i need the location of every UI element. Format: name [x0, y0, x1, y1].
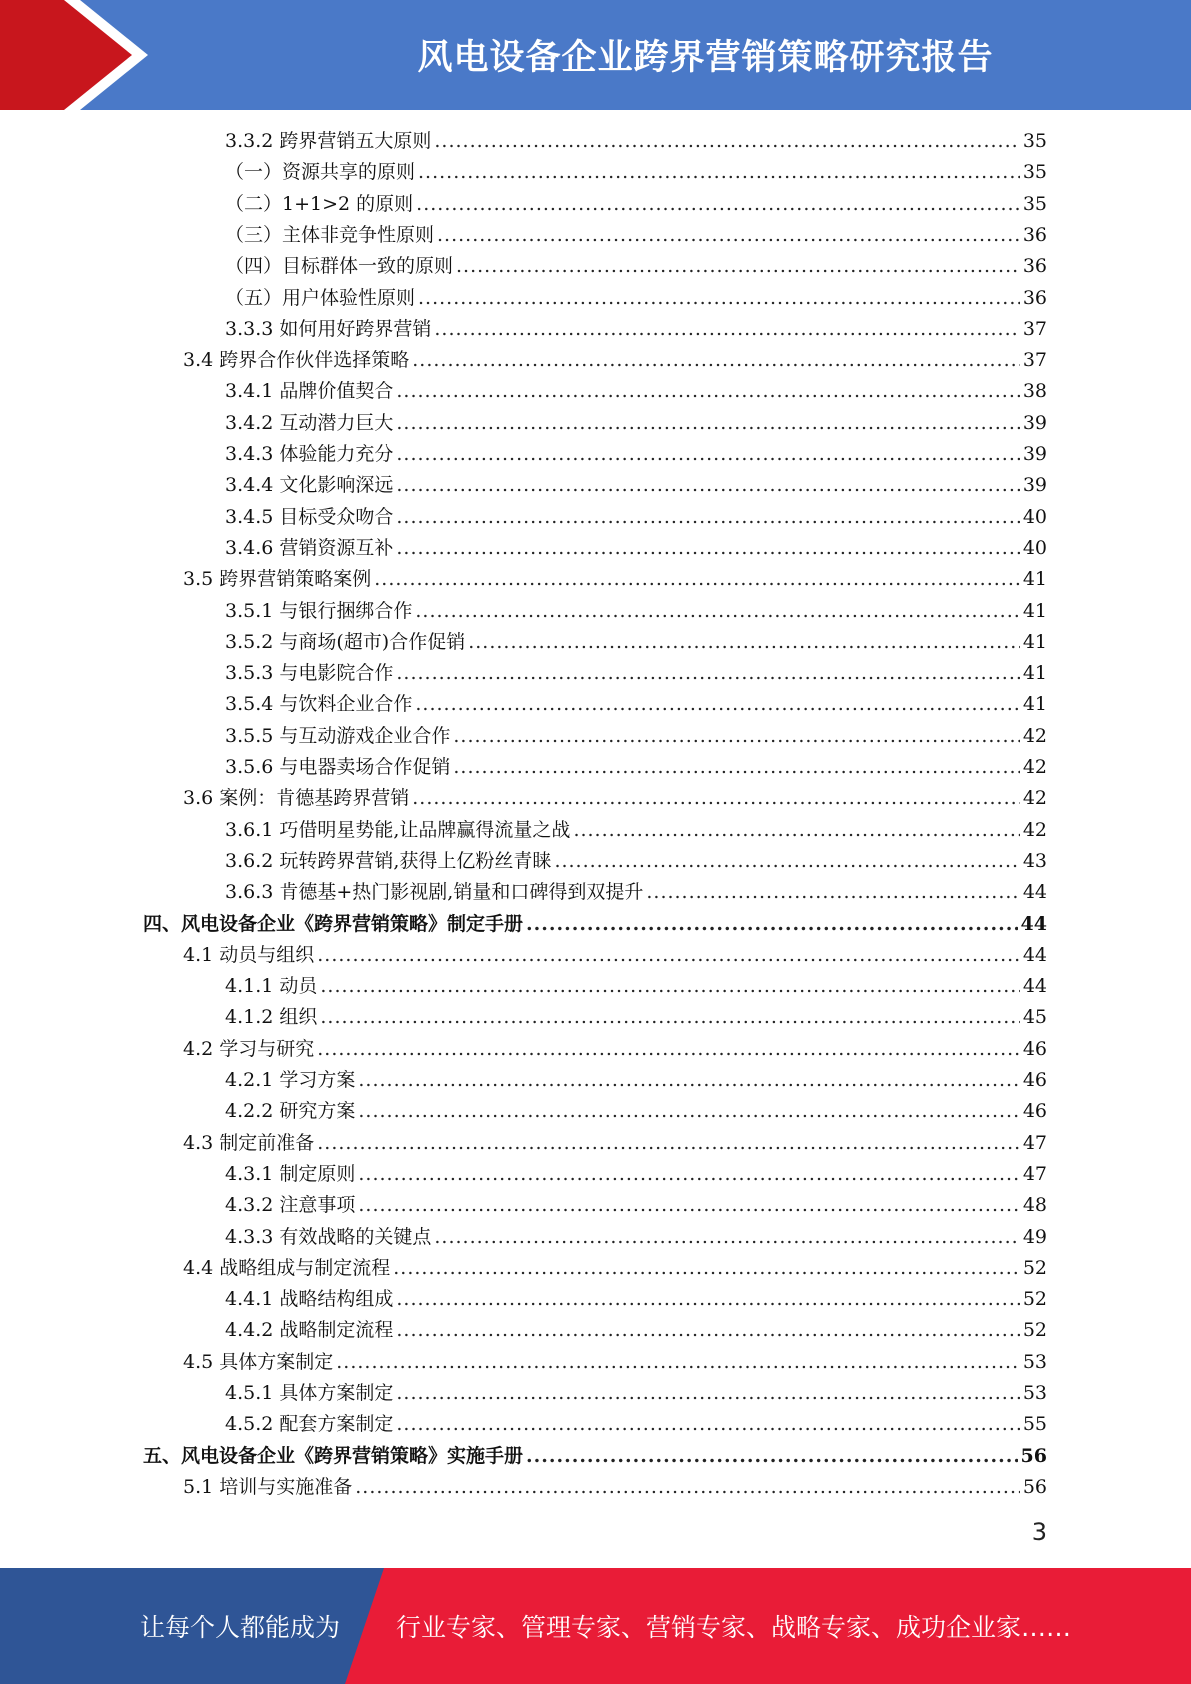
- toc-dot-leader: [393, 1253, 1020, 1284]
- toc-entry-title: 4.3.2 注意事项: [225, 1194, 356, 1217]
- toc-entry[interactable]: [183, 940, 1047, 971]
- toc-entry-page: 44: [1022, 943, 1047, 966]
- toc-dot-leader: [396, 376, 1019, 407]
- toc-dot-leader: [396, 658, 1019, 689]
- toc-dot-leader: [320, 1002, 1019, 1033]
- toc-entry-title: 四、风电设备企业《跨界营销策略》制定手册: [143, 912, 524, 935]
- toc-entry-title: 4.4.1 战略结构组成: [225, 1288, 394, 1311]
- toc-entry[interactable]: [225, 1222, 1047, 1253]
- toc-entry-page: 35: [1022, 130, 1047, 152]
- toc-dot-leader: [646, 877, 1019, 908]
- toc-entry[interactable]: [183, 1347, 1047, 1378]
- toc-entry-title: 3.5.3 与电影院合作: [225, 662, 394, 685]
- toc-entry-title: 3.5.1 与银行捆绑合作: [225, 599, 413, 622]
- toc-entry[interactable]: [225, 596, 1047, 627]
- toc-entry-page: 42: [1022, 756, 1047, 778]
- toc-entry-title: 3.6.3 肯德基+热门影视剧,销量和口碑得到双提升: [225, 881, 644, 904]
- toc-entry[interactable]: [225, 1409, 1047, 1440]
- toc-entry[interactable]: [183, 783, 1047, 814]
- toc-dot-leader: [358, 1096, 1019, 1127]
- toc-entry-page: 35: [1022, 161, 1047, 184]
- toc-entry-page: 45: [1022, 1006, 1047, 1029]
- toc-entry[interactable]: [225, 126, 1047, 157]
- toc-entry-page: 56: [1022, 1475, 1047, 1498]
- toc-dot-leader: [358, 1159, 1019, 1190]
- toc-entry[interactable]: [225, 1159, 1047, 1190]
- toc-entry[interactable]: [225, 157, 1047, 188]
- toc-entry-page: 53: [1022, 1382, 1047, 1404]
- toc-entry[interactable]: [225, 1002, 1047, 1033]
- toc-entry-page: 36: [1022, 223, 1047, 246]
- toc-entry[interactable]: [143, 1441, 1047, 1472]
- toc-entry-page: 44: [1020, 912, 1047, 935]
- toc-entry-page: 53: [1022, 1350, 1047, 1373]
- toc-dot-leader: [434, 126, 1019, 157]
- toc-dot-leader: [336, 1347, 1020, 1378]
- toc-entry-page: 46: [1022, 1069, 1047, 1091]
- toc-entry[interactable]: [143, 909, 1047, 940]
- toc-entry[interactable]: [225, 1065, 1047, 1096]
- toc-entry[interactable]: [183, 564, 1047, 595]
- toc-entry[interactable]: [225, 658, 1047, 689]
- toc-entry-title: （二）1+1>2 的原则: [225, 192, 414, 215]
- toc-dot-leader: [453, 752, 1019, 783]
- toc-entry-title: 4.1 动员与组织: [183, 943, 315, 966]
- toc-dot-leader: [396, 408, 1019, 439]
- toc-entry[interactable]: [225, 877, 1047, 908]
- toc-entry-title: 3.5 跨界营销策略案例: [183, 568, 372, 591]
- toc-dot-leader: [437, 220, 1020, 251]
- toc-dot-leader: [396, 1284, 1019, 1315]
- toc-entry-title: 4.4 战略组成与制定流程: [183, 1256, 391, 1279]
- toc-entry-title: 4.5.2 配套方案制定: [225, 1413, 394, 1436]
- toc-entry-page: 56: [1020, 1444, 1047, 1467]
- toc-entry-title: 3.6 案例：肯德基跨界营销: [183, 787, 410, 810]
- toc-entry[interactable]: [225, 220, 1047, 251]
- toc-entry-page: 41: [1022, 630, 1047, 653]
- toc-entry-title: 3.6.2 玩转跨界营销,获得上亿粉丝青睐: [225, 849, 552, 872]
- toc-entry-title: 4.2.1 学习方案: [225, 1069, 356, 1091]
- toc-entry[interactable]: [225, 533, 1047, 564]
- toc-dot-leader: [317, 1034, 1020, 1065]
- toc-dot-leader: [396, 1409, 1019, 1440]
- toc-entry-page: 44: [1022, 881, 1047, 904]
- report-header: [0, 0, 1191, 110]
- toc-entry-title: 4.1.1 动员: [225, 975, 318, 998]
- toc-entry-page: 47: [1022, 1162, 1047, 1185]
- toc-entry[interactable]: [225, 376, 1047, 407]
- page-number: 3: [1031, 1518, 1047, 1546]
- toc-dot-leader: [468, 627, 1020, 658]
- toc-entry[interactable]: [225, 1096, 1047, 1127]
- footer-banner: [0, 1568, 1191, 1684]
- toc-entry-title: 4.1.2 组织: [225, 1006, 318, 1029]
- toc-dot-leader: [418, 283, 1020, 314]
- toc-entry-page: 36: [1022, 255, 1047, 278]
- toc-entry-title: 4.3.1 制定原则: [225, 1162, 356, 1185]
- toc-entry-page: 46: [1022, 1100, 1047, 1123]
- toc-entry-page: 40: [1022, 505, 1047, 528]
- toc-dot-leader: [415, 689, 1019, 720]
- toc-entry-page: 49: [1022, 1225, 1047, 1248]
- toc-entry[interactable]: [183, 1128, 1047, 1159]
- toc-entry[interactable]: [183, 345, 1047, 376]
- toc-dot-leader: [396, 439, 1019, 470]
- toc-dot-leader: [456, 251, 1020, 282]
- toc-entry-title: 4.3.3 有效战略的关键点: [225, 1225, 432, 1248]
- toc-entry-title: 3.4.5 目标受众吻合: [225, 505, 394, 528]
- toc-entry-title: 3.3.3 如何用好跨界营销: [225, 317, 432, 340]
- toc-dot-leader: [416, 189, 1020, 220]
- toc-dot-leader: [355, 1472, 1020, 1503]
- toc-entry[interactable]: [225, 689, 1047, 720]
- toc-entry[interactable]: [225, 251, 1047, 282]
- toc-entry[interactable]: [225, 314, 1047, 345]
- toc-entry-page: 52: [1022, 1256, 1047, 1279]
- toc-dot-leader: [317, 940, 1020, 971]
- toc-entry-page: 47: [1022, 1131, 1047, 1154]
- toc-dot-leader: [573, 815, 1019, 846]
- toc-entry-page: 38: [1022, 380, 1047, 403]
- toc-entry-page: 35: [1022, 192, 1047, 215]
- toc-entry-page: 40: [1022, 536, 1047, 559]
- toc-entry-page: 39: [1022, 443, 1047, 465]
- toc-entry[interactable]: [225, 1315, 1047, 1346]
- toc-dot-leader: [396, 502, 1019, 533]
- toc-dot-leader: [396, 533, 1019, 564]
- toc-dot-leader: [396, 470, 1019, 501]
- toc-entry-page: 39: [1022, 411, 1047, 434]
- toc-entry-title: （五）用户体验性原则: [225, 286, 416, 309]
- toc-entry-page: 42: [1022, 787, 1047, 810]
- toc-entry-title: 4.5 具体方案制定: [183, 1350, 334, 1373]
- toc-entry-title: 4.2 学习与研究: [183, 1037, 315, 1060]
- toc-entry-page: 48: [1022, 1194, 1047, 1217]
- toc-entry[interactable]: [225, 283, 1047, 314]
- footer-slogan-left: 让每个人都能成为: [140, 1613, 341, 1642]
- toc-entry-page: 41: [1022, 662, 1047, 685]
- toc-dot-leader: [396, 1378, 1019, 1409]
- toc-entry-page: 37: [1022, 317, 1047, 340]
- toc-entry-title: 3.6.1 巧借明星势能,让品牌赢得流量之战: [225, 818, 571, 841]
- toc-entry-title: 3.4 跨界合作伙伴选择策略: [183, 349, 410, 372]
- toc-entry-title: 3.5.5 与互动游戏企业合作: [225, 724, 451, 747]
- toc-entry[interactable]: [225, 846, 1047, 877]
- footer-slogan-right: 行业专家、管理专家、营销专家、战略专家、成功企业家……: [396, 1613, 1072, 1642]
- toc-entry[interactable]: [183, 1472, 1047, 1503]
- toc-entry-page: 41: [1022, 568, 1047, 591]
- toc-entry-title: 4.2.2 研究方案: [225, 1100, 356, 1123]
- toc-dot-leader: [453, 721, 1019, 752]
- toc-entry[interactable]: [225, 627, 1047, 658]
- toc-entry[interactable]: [225, 1190, 1047, 1221]
- toc-dot-leader: [374, 564, 1020, 595]
- toc-entry[interactable]: [225, 1378, 1047, 1409]
- toc-entry-page: 43: [1022, 849, 1047, 872]
- toc-entry-page: 41: [1022, 693, 1047, 716]
- toc-entry-title: 3.4.4 文化影响深远: [225, 474, 394, 497]
- toc-dot-leader: [415, 596, 1019, 627]
- toc-entry-page: 52: [1022, 1319, 1047, 1342]
- toc-entry[interactable]: [225, 470, 1047, 501]
- toc-dot-leader: [434, 1222, 1019, 1253]
- toc-entry-page: 41: [1022, 599, 1047, 622]
- toc-entry-title: 3.5.4 与饮料企业合作: [225, 693, 413, 716]
- toc-dot-leader: [358, 1065, 1019, 1096]
- toc-dot-leader: [358, 1190, 1019, 1221]
- toc-entry-page: 37: [1022, 349, 1047, 372]
- toc-entry-page: 46: [1022, 1037, 1047, 1060]
- toc-entry[interactable]: [225, 815, 1047, 846]
- toc-entry-page: 44: [1022, 975, 1047, 998]
- toc-entry[interactable]: [225, 408, 1047, 439]
- toc-entry-title: （四）目标群体一致的原则: [225, 255, 454, 278]
- toc-entry[interactable]: [225, 721, 1047, 752]
- toc-dot-leader: [396, 1315, 1019, 1346]
- toc-entry-title: 3.5.2 与商场(超市)合作促销: [225, 630, 466, 653]
- toc-entry-title: 3.3.2 跨界营销五大原则: [225, 130, 432, 152]
- toc-entry-page: 42: [1022, 724, 1047, 747]
- toc-entry[interactable]: [225, 189, 1047, 220]
- toc-entry[interactable]: [225, 971, 1047, 1002]
- toc-dot-leader: [418, 157, 1020, 188]
- toc-entry-title: 4.5.1 具体方案制定: [225, 1382, 394, 1404]
- toc-entry[interactable]: [225, 439, 1047, 470]
- toc-dot-leader: [412, 783, 1020, 814]
- header-arrow-decoration: [0, 0, 160, 110]
- toc-entry-title: 3.5.6 与电器卖场合作促销: [225, 756, 451, 778]
- toc-dot-leader: [434, 314, 1019, 345]
- toc-entry-title: 3.4.2 互动潜力巨大: [225, 411, 394, 434]
- toc-dot-leader: [526, 909, 1018, 940]
- toc-entry-title: （一）资源共享的原则: [225, 161, 416, 184]
- toc-entry-title: 3.4.1 品牌价值契合: [225, 380, 394, 403]
- toc-dot-leader: [554, 846, 1019, 877]
- toc-entry[interactable]: [225, 502, 1047, 533]
- toc-entry-title: （三）主体非竞争性原则: [225, 223, 435, 246]
- toc-entry[interactable]: [183, 1253, 1047, 1284]
- toc-dot-leader: [526, 1441, 1018, 1472]
- toc-dot-leader: [317, 1128, 1020, 1159]
- toc-entry[interactable]: [225, 1284, 1047, 1315]
- toc-entry-title: 五、风电设备企业《跨界营销策略》实施手册: [143, 1444, 524, 1467]
- report-title: 风电设备企业跨界营销策略研究报告: [417, 38, 994, 78]
- toc-entry-page: 52: [1022, 1288, 1047, 1311]
- toc-entry-title: 4.4.2 战略制定流程: [225, 1319, 394, 1342]
- toc-entry-title: 5.1 培训与实施准备: [183, 1475, 353, 1498]
- toc-entry[interactable]: [183, 1034, 1047, 1065]
- toc-entry-page: 55: [1022, 1413, 1047, 1436]
- toc-entry-page: 42: [1022, 818, 1047, 841]
- toc-entry-title: 3.4.6 营销资源互补: [225, 536, 394, 559]
- toc-entry-title: 3.4.3 体验能力充分: [225, 443, 394, 465]
- toc-entry-page: 36: [1022, 286, 1047, 309]
- toc-entry[interactable]: [225, 752, 1047, 783]
- toc-entry-page: 39: [1022, 474, 1047, 497]
- toc-dot-leader: [320, 971, 1019, 1002]
- toc-entry-title: 4.3 制定前准备: [183, 1131, 315, 1154]
- toc-dot-leader: [412, 345, 1020, 376]
